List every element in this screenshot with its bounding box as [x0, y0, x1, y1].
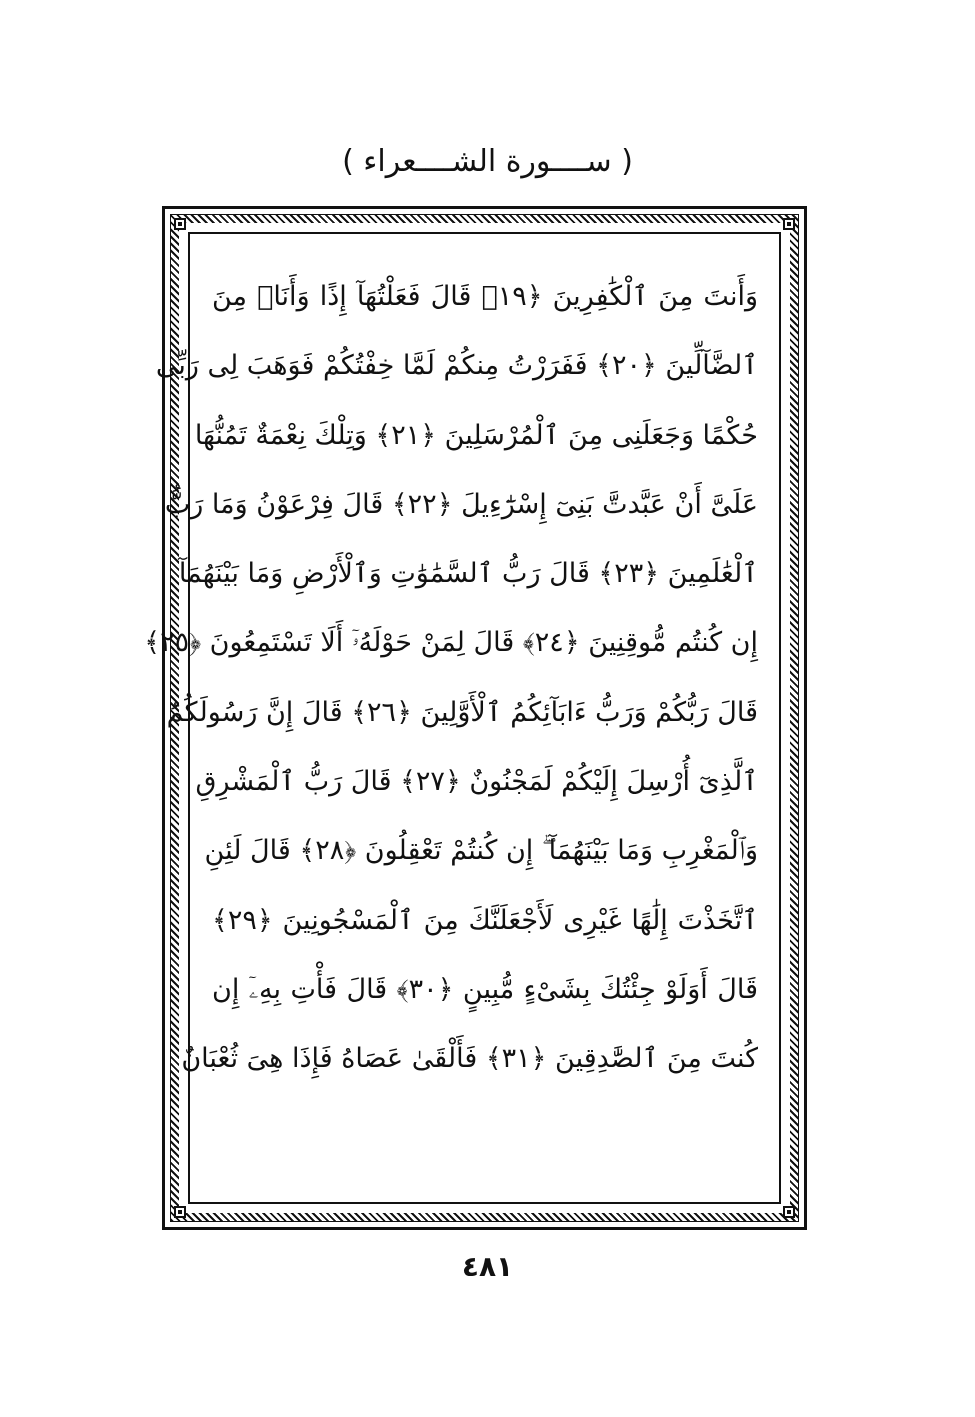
text-line: عَلَىَّ أَنْ عَبَّدتَّ بَنِىٓ إِسْرَٰٓءِيلَ ﴿٢٢﴾ قَالَ فِرْعَوْنُ وَمَا رَبُّ — [164, 489, 758, 521]
text-line: قَالَ أَوَلَوْ جِئْتُكَ بِشَىْءٍ مُّبِينٍ ﴿٣٠﴾ قَالَ فَأْتِ بِهِۦٓ إِن — [212, 973, 758, 1005]
page-number: ٤٨١ — [461, 1250, 514, 1283]
text-line: إِن كُنتُم مُّوقِنِينَ ﴿٢٤﴾ قَالَ لِمَنْ حَوْلَهُۥٓ أَلَا تَسْتَمِعُونَ ﴿٢٥﴾ — [144, 627, 758, 659]
quran-text-block — [144, 262, 758, 1094]
text-line: ٱلَّذِىٓ أُرْسِلَ إِلَيْكُمْ لَمَجْنُونٌ ﴿٢٧﴾ قَالَ رَبُّ ٱلْمَشْرِقِ — [195, 766, 758, 798]
text-line: وَٱلْمَغْرِبِ وَمَا بَيْنَهُمَآ ۖ إِن كُنتُمْ تَعْقِلُونَ ﴿٢٨﴾ قَالَ لَئِنِ — [204, 835, 758, 867]
frame-corner-bottom-right — [783, 1206, 795, 1218]
text-line: ٱلْعَٰلَمِينَ ﴿٢٣﴾ قَالَ رَبُّ ٱلسَّمَٰوَٰتِ وَٱلْأَرْضِ وَمَا بَيْنَهُمَآ — [178, 558, 758, 590]
frame-corner-top-left — [174, 218, 186, 230]
text-line: قَالَ رَبُّكُمْ وَرَبُّ ءَابَآئِكُمُ ٱلْأَوَّلِينَ ﴿٢٦﴾ قَالَ إِنَّ رَسُولَكُمُ — [166, 696, 758, 728]
frame-corner-top-right — [783, 218, 795, 230]
text-line: ٱلضَّآلِّينَ ﴿٢٠﴾ فَفَرَرْتُ مِنكُمْ لَمَّا خِفْتُكُمْ فَوَهَبَ لِى رَبِّى — [155, 350, 758, 382]
text-line: ٱتَّخَذْتَ إِلَٰهًا غَيْرِى لَأَجْعَلَنَّكَ مِنَ ٱلْمَسْجُونِينَ ﴿٢٩﴾ — [212, 904, 758, 936]
surah-title: ( ســــورة الشــــعراء ) — [342, 144, 633, 179]
text-line: كُنتَ مِنَ ٱلصَّٰدِقِينَ ﴿٣١﴾ فَأَلْقَىٰ عَصَاهُ فَإِذَا هِىَ ثُعْبَانٌ — [181, 1043, 758, 1075]
text-line: وَأَنتَ مِنَ ٱلْكَٰفِرِينَ ﴿١٩﴾ قَالَ فَعَلْتُهَآ إِذًا وَأَنَا۠ مِنَ — [212, 281, 758, 313]
text-line: حُكْمًا وَجَعَلَنِى مِنَ ٱلْمُرْسَلِينَ ﴿٢١﴾ وَتِلْكَ نِعْمَةٌ تَمُنُّهَا — [194, 419, 758, 451]
frame-corner-bottom-left — [174, 1206, 186, 1218]
